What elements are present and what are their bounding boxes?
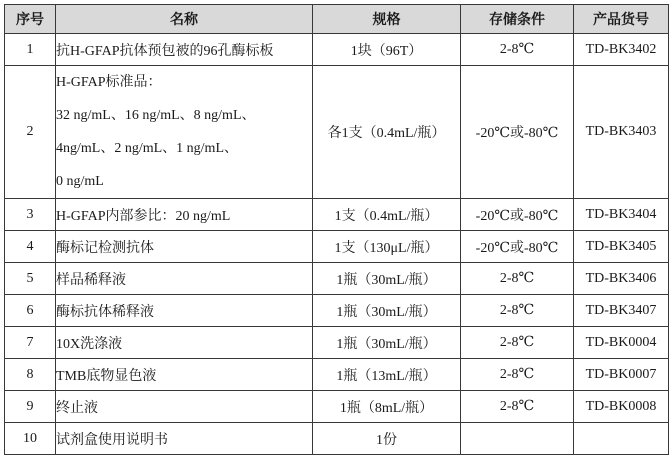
cell-catalog-number: TD-BK3406 xyxy=(574,263,669,295)
component-name-line: 终止液 xyxy=(56,400,98,416)
component-name-line: 抗H-GFAP抗体预包被的96孔酶标板 xyxy=(56,43,274,59)
table-row-4 xyxy=(5,231,669,263)
component-name-line: 10X洗涤液 xyxy=(56,336,123,352)
column-header-storage: 存储条件 xyxy=(461,5,574,34)
cell-component-name xyxy=(56,327,313,359)
cell-storage-condition: 2-8℃ xyxy=(461,359,574,391)
cell-specification: 1瓶（13mL/瓶） xyxy=(313,359,461,391)
component-name-line: TMB底物显色液 xyxy=(56,368,157,384)
cell-index: 7 xyxy=(5,327,56,359)
cell-index: 2 xyxy=(5,66,56,199)
table-row-8 xyxy=(5,359,669,391)
column-header-name: 名称 xyxy=(56,5,313,34)
cell-catalog-number: TD-BK3402 xyxy=(574,34,669,66)
cell-catalog-number: TD-BK0008 xyxy=(574,391,669,423)
cell-catalog-number: TD-BK3405 xyxy=(574,231,669,263)
cell-index: 9 xyxy=(5,391,56,423)
cell-catalog-number: TD-BK0004 xyxy=(574,327,669,359)
table-row-2 xyxy=(5,66,669,199)
cell-storage-condition: -20℃或-80℃ xyxy=(461,199,574,231)
component-name-line: 试剂盒使用说明书 xyxy=(56,432,168,448)
table-row-5 xyxy=(5,263,669,295)
cell-specification: 1支（130μL/瓶） xyxy=(313,231,461,263)
cell-storage-condition xyxy=(461,423,574,455)
table-row-6 xyxy=(5,295,669,327)
cell-specification: 1瓶（30mL/瓶） xyxy=(313,263,461,295)
table-header-row xyxy=(5,5,669,34)
cell-index: 5 xyxy=(5,263,56,295)
cell-component-name xyxy=(56,295,313,327)
cell-component-name xyxy=(56,199,313,231)
kit-components-table xyxy=(4,4,669,455)
cell-component-name xyxy=(56,423,313,455)
cell-storage-condition: 2-8℃ xyxy=(461,295,574,327)
table-row-3 xyxy=(5,199,669,231)
table-row-9 xyxy=(5,391,669,423)
cell-specification: 1块（96T） xyxy=(313,34,461,66)
cell-specification: 各1支（0.4mL/瓶） xyxy=(313,66,461,199)
cell-component-name xyxy=(56,34,313,66)
component-name-line: 0 ng/mL xyxy=(56,174,104,189)
table-row-1 xyxy=(5,34,669,66)
cell-index: 4 xyxy=(5,231,56,263)
cell-specification: 1份 xyxy=(313,423,461,455)
component-name-line: 样品稀释液 xyxy=(56,272,126,288)
cell-component-name xyxy=(56,263,313,295)
cell-index: 3 xyxy=(5,199,56,231)
cell-index: 10 xyxy=(5,423,56,455)
component-name-line: 4ng/mL、2 ng/mL、1 ng/mL、 xyxy=(56,141,238,156)
document-page xyxy=(4,4,668,450)
column-header-spec: 规格 xyxy=(313,5,461,34)
cell-storage-condition: 2-8℃ xyxy=(461,327,574,359)
cell-storage-condition: -20℃或-80℃ xyxy=(461,231,574,263)
cell-storage-condition: 2-8℃ xyxy=(461,34,574,66)
cell-component-name xyxy=(56,359,313,391)
cell-specification: 1瓶（8mL/瓶） xyxy=(313,391,461,423)
cell-specification: 1瓶（30mL/瓶） xyxy=(313,295,461,327)
cell-index: 8 xyxy=(5,359,56,391)
component-name-line: H-GFAP标准品： xyxy=(56,75,162,90)
table-row-7 xyxy=(5,327,669,359)
component-name-line: 酶标记检测抗体 xyxy=(56,240,154,256)
cell-index: 6 xyxy=(5,295,56,327)
cell-storage-condition: -20℃或-80℃ xyxy=(461,66,574,199)
column-header-no: 序号 xyxy=(5,5,56,34)
cell-specification: 1瓶（30mL/瓶） xyxy=(313,327,461,359)
cell-catalog-number xyxy=(574,423,669,455)
component-name-line: H-GFAP内部参比：20 ng/mL xyxy=(56,208,231,224)
cell-component-name xyxy=(56,66,313,199)
cell-catalog-number: TD-BK3404 xyxy=(574,199,669,231)
cell-storage-condition: 2-8℃ xyxy=(461,391,574,423)
cell-component-name xyxy=(56,391,313,423)
cell-storage-condition: 2-8℃ xyxy=(461,263,574,295)
cell-index: 1 xyxy=(5,34,56,66)
component-name-line: 酶标抗体稀释液 xyxy=(56,304,154,320)
component-name-line: 32 ng/mL、16 ng/mL、8 ng/mL、 xyxy=(56,108,256,123)
column-header-catalog: 产品货号 xyxy=(574,5,669,34)
cell-catalog-number: TD-BK3407 xyxy=(574,295,669,327)
cell-component-name xyxy=(56,231,313,263)
cell-specification: 1支（0.4mL/瓶） xyxy=(313,199,461,231)
cell-catalog-number: TD-BK0007 xyxy=(574,359,669,391)
table-row-10 xyxy=(5,423,669,455)
cell-catalog-number: TD-BK3403 xyxy=(574,66,669,199)
